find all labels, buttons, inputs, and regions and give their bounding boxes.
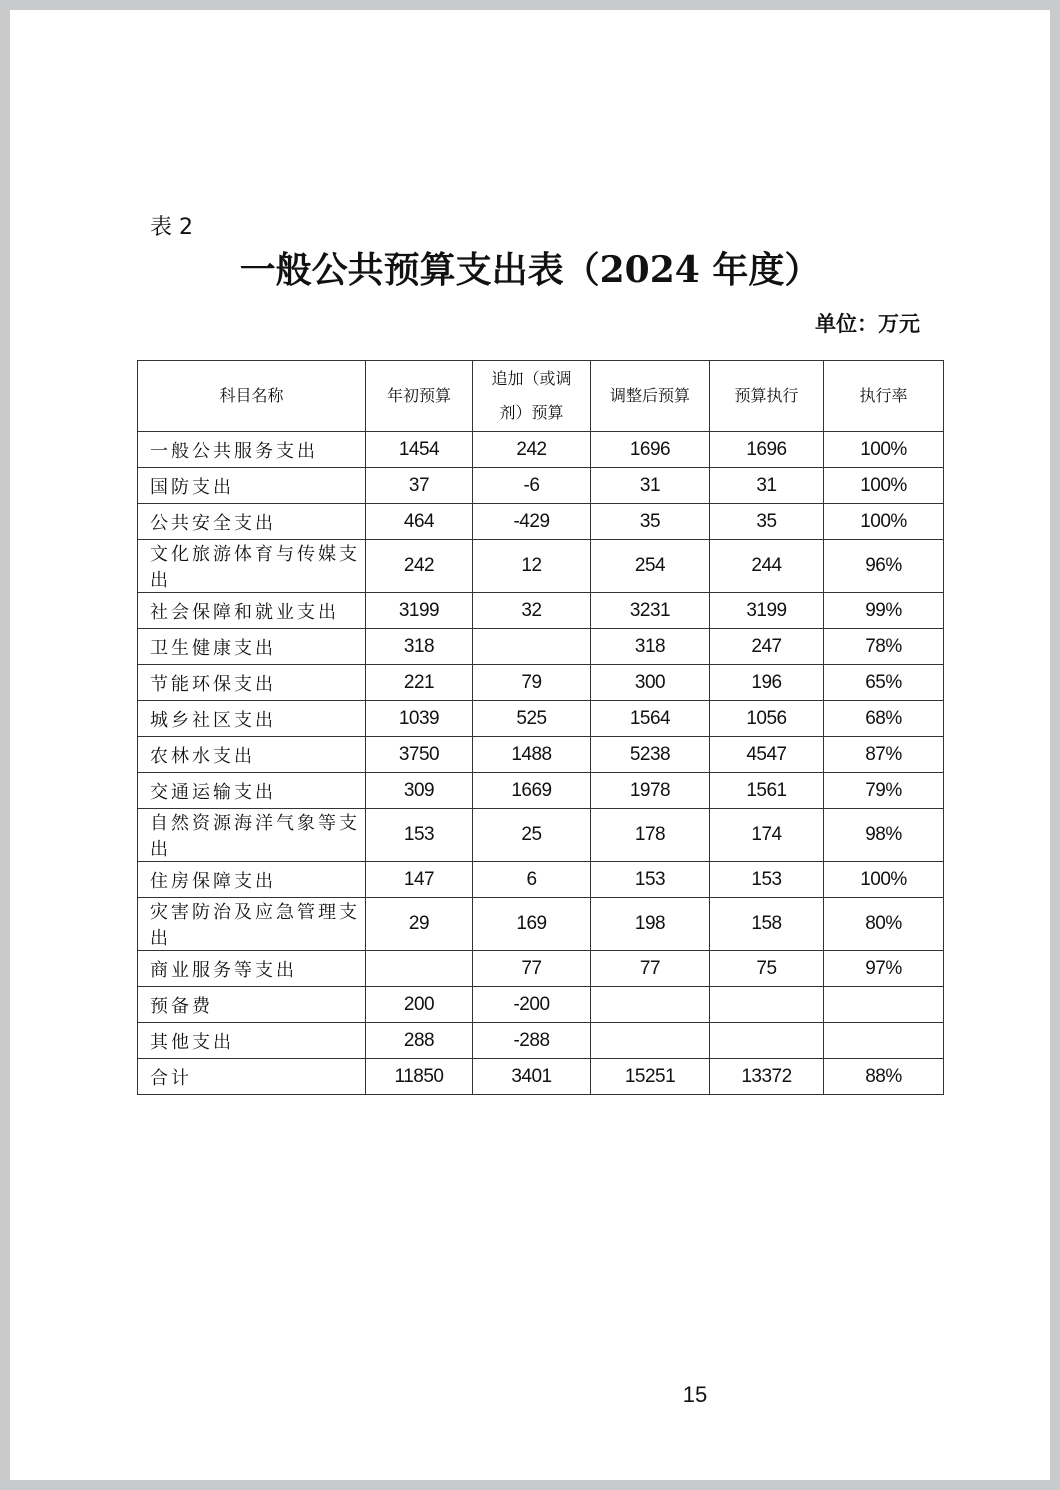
table-cell: 100% (824, 504, 944, 540)
table-cell: 88% (824, 1059, 944, 1095)
column-header: 调整后预算 (591, 361, 710, 432)
table-cell: 178 (591, 809, 710, 862)
table-cell: 1056 (710, 701, 824, 737)
column-header: 科目名称 (138, 361, 366, 432)
table-row (138, 665, 944, 701)
table-row (138, 593, 944, 629)
column-header: 执行率 (824, 361, 944, 432)
table-cell: 25 (473, 809, 591, 862)
table-cell: 153 (591, 862, 710, 898)
table-row (138, 540, 944, 593)
row-label: 自然资源海洋气象等支出 (138, 809, 366, 862)
row-label: 灾害防治及应急管理支出 (138, 898, 366, 951)
row-label: 商业服务等支出 (138, 951, 366, 987)
table-row (138, 432, 944, 468)
table-cell: 1561 (710, 773, 824, 809)
table-cell (591, 987, 710, 1023)
table-cell: 65% (824, 665, 944, 701)
row-label: 预备费 (138, 987, 366, 1023)
table-cell: 1488 (473, 737, 591, 773)
table-cell: 97% (824, 951, 944, 987)
table-cell: 147 (366, 862, 473, 898)
table-cell: -6 (473, 468, 591, 504)
page-number: 15 (682, 1382, 708, 1407)
table-cell: 98% (824, 809, 944, 862)
row-label: 卫生健康支出 (138, 629, 366, 665)
table-row (138, 701, 944, 737)
table-cell: 318 (366, 629, 473, 665)
unit-label: 单位：万元 (815, 312, 920, 336)
row-label: 交通运输支出 (138, 773, 366, 809)
table-cell: 1039 (366, 701, 473, 737)
table-cell (591, 1023, 710, 1059)
table-cell: 100% (824, 432, 944, 468)
table-cell: 3199 (710, 593, 824, 629)
table-cell: 99% (824, 593, 944, 629)
table-cell: 288 (366, 1023, 473, 1059)
row-label: 节能环保支出 (138, 665, 366, 701)
column-header: 年初预算 (366, 361, 473, 432)
table-row (138, 987, 944, 1023)
table-cell: 15251 (591, 1059, 710, 1095)
column-header: 预算执行 (710, 361, 824, 432)
table-cell (473, 629, 591, 665)
page-title: 一般公共预算支出表（2024 年度） (239, 249, 821, 291)
table-row (138, 629, 944, 665)
table-cell: 35 (710, 504, 824, 540)
table-row (138, 1023, 944, 1059)
table-cell: 100% (824, 468, 944, 504)
table-cell: 196 (710, 665, 824, 701)
table-cell: 3199 (366, 593, 473, 629)
table-cell (366, 951, 473, 987)
table-cell (824, 987, 944, 1023)
table-row (138, 862, 944, 898)
table-cell: 13372 (710, 1059, 824, 1095)
column-header-text: 追加（或调剂）预算 (491, 369, 572, 422)
table-cell: 221 (366, 665, 473, 701)
table-cell: 247 (710, 629, 824, 665)
table-cell: 464 (366, 504, 473, 540)
table-cell: 79% (824, 773, 944, 809)
table-cell: 12 (473, 540, 591, 593)
table-cell: 1454 (366, 432, 473, 468)
table-cell: 3750 (366, 737, 473, 773)
row-label: 合计 (138, 1059, 366, 1095)
table-cell: 158 (710, 898, 824, 951)
budget-table (137, 360, 944, 1095)
table-cell: 1978 (591, 773, 710, 809)
table-cell: 153 (710, 862, 824, 898)
table-cell: 68% (824, 701, 944, 737)
table-cell: 31 (591, 468, 710, 504)
table-cell: 35 (591, 504, 710, 540)
table-cell: 29 (366, 898, 473, 951)
table-row (138, 468, 944, 504)
table-cell: 32 (473, 593, 591, 629)
table-header-row (138, 361, 944, 432)
table-row (138, 951, 944, 987)
table-cell: -200 (473, 987, 591, 1023)
table-row (138, 1059, 944, 1095)
table-cell: 244 (710, 540, 824, 593)
table-cell: 254 (591, 540, 710, 593)
table-cell: 198 (591, 898, 710, 951)
table-cell: 5238 (591, 737, 710, 773)
table-row (138, 809, 944, 862)
row-label: 其他支出 (138, 1023, 366, 1059)
table-cell: 78% (824, 629, 944, 665)
table-cell: 153 (366, 809, 473, 862)
document-page (10, 10, 1050, 1480)
row-label: 住房保障支出 (138, 862, 366, 898)
table-cell: 242 (366, 540, 473, 593)
table-cell: 3231 (591, 593, 710, 629)
table-cell: 200 (366, 987, 473, 1023)
table-cell: 1669 (473, 773, 591, 809)
column-header (473, 361, 591, 432)
table-cell: 242 (473, 432, 591, 468)
table-row (138, 773, 944, 809)
table-cell: 169 (473, 898, 591, 951)
table-cell: 1696 (591, 432, 710, 468)
table-row (138, 737, 944, 773)
table-row (138, 898, 944, 951)
table-cell: 3401 (473, 1059, 591, 1095)
table-cell: 37 (366, 468, 473, 504)
table-cell: 525 (473, 701, 591, 737)
table-cell: 77 (591, 951, 710, 987)
table-cell: 309 (366, 773, 473, 809)
table-body (138, 432, 944, 1095)
table-cell: 1564 (591, 701, 710, 737)
table-cell: 1696 (710, 432, 824, 468)
row-label: 一般公共服务支出 (138, 432, 366, 468)
row-label: 农林水支出 (138, 737, 366, 773)
row-label: 文化旅游体育与传媒支出 (138, 540, 366, 593)
row-label: 公共安全支出 (138, 504, 366, 540)
table-cell: 100% (824, 862, 944, 898)
table-cell: 6 (473, 862, 591, 898)
table-cell: 80% (824, 898, 944, 951)
table-cell: 300 (591, 665, 710, 701)
table-cell: 87% (824, 737, 944, 773)
table-cell: 4547 (710, 737, 824, 773)
row-label: 国防支出 (138, 468, 366, 504)
table-cell (710, 1023, 824, 1059)
table-cell (824, 1023, 944, 1059)
table-cell: 75 (710, 951, 824, 987)
row-label: 社会保障和就业支出 (138, 593, 366, 629)
table-cell: 31 (710, 468, 824, 504)
table-cell: 79 (473, 665, 591, 701)
table-cell: 11850 (366, 1059, 473, 1095)
table-row (138, 504, 944, 540)
table-cell (710, 987, 824, 1023)
table-label: 表 2 (150, 215, 193, 240)
table-cell: -429 (473, 504, 591, 540)
table-cell: 174 (710, 809, 824, 862)
row-label: 城乡社区支出 (138, 701, 366, 737)
table-cell: 96% (824, 540, 944, 593)
table-cell: -288 (473, 1023, 591, 1059)
table-cell: 318 (591, 629, 710, 665)
table-cell: 77 (473, 951, 591, 987)
